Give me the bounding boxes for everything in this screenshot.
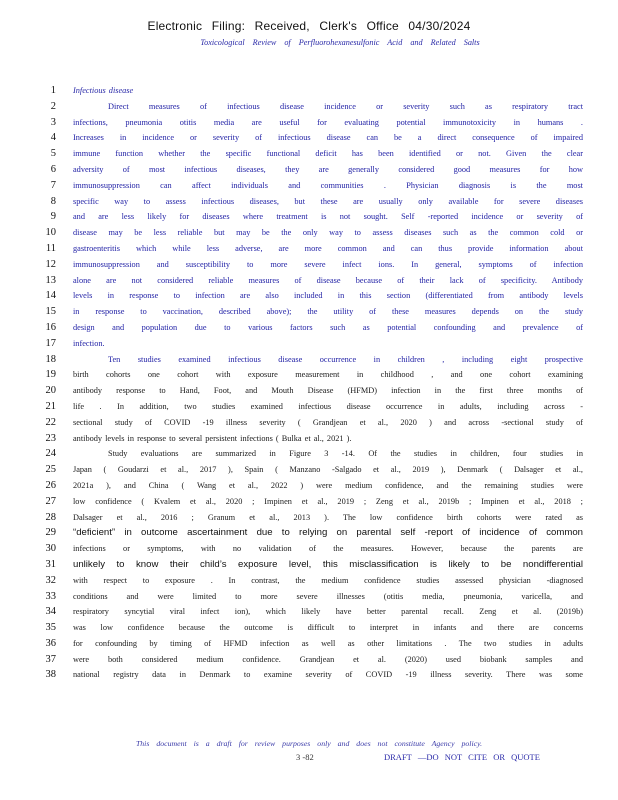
- line-number: 32: [45, 574, 56, 586]
- line-text: disease may be less reliable but may be the only way to assess diseases such as the common cold or: [73, 228, 583, 238]
- line-number: 31: [45, 558, 56, 570]
- line-number: 22: [45, 416, 56, 428]
- line-number: 33: [45, 590, 56, 602]
- line-33: [36, 589, 596, 605]
- line-number: 12: [45, 258, 56, 270]
- line-31: [36, 557, 596, 573]
- line-text: design and population due to various factors such as potential confounding and prevalence of: [73, 322, 583, 332]
- line-number: 27: [45, 495, 56, 507]
- line-number: 11: [45, 242, 56, 254]
- line-number: 25: [45, 464, 56, 476]
- line-text: and are less likely for diseases where treatment is not sought. Self -reported incidence or severity of: [73, 212, 583, 222]
- line-8: [36, 194, 596, 210]
- filing-stamp: Electronic Filing: Received, Clerk's Office 04/30/2024: [147, 19, 471, 33]
- line-text: antibody levels in response to several persistent infections ( Bulka et al., 2021 ).: [73, 433, 352, 443]
- line-number: 20: [45, 385, 56, 397]
- line-text: Ten studies examined infectious disease occurrence in children , including eight prospective: [108, 354, 583, 364]
- line-number: 29: [45, 527, 56, 539]
- line-24: [36, 446, 596, 462]
- line-text: alone are not considered reliable measures of disease because of their lack of specificity. Antibody: [73, 275, 583, 285]
- line-number: 2: [50, 100, 56, 112]
- line-number: 16: [45, 321, 56, 333]
- line-17: [36, 336, 596, 352]
- line-25: [36, 462, 596, 478]
- line-28: [36, 510, 596, 526]
- line-text: immune function whether the specific functional deficit has been identified or not. Given the clear: [73, 149, 583, 159]
- line-19: [36, 367, 596, 383]
- line-text: levels in response to infection are also included in this section (differentiated from antibody levels: [73, 291, 583, 301]
- line-21: [36, 399, 596, 415]
- line-30: [36, 541, 596, 557]
- line-text: was low confidence because the outcome is difficult to interpret in infants and there are concerns: [73, 623, 583, 633]
- line-number: 38: [45, 669, 56, 681]
- line-text: in response to vaccination, described above); the utility of these measures depends on the study: [73, 307, 583, 317]
- line-11: [36, 241, 596, 257]
- draft-disclaimer: This document is a draft for review purposes only and does not constitute Agency policy.: [135, 739, 483, 748]
- line-text: respiratory syncytial viral infect ion), which likely have better parental recall. Zeng et al. (2019b): [73, 607, 583, 617]
- line-text: infections or symptoms, with no validation of the measures. However, because the parents are: [73, 544, 583, 554]
- line-26: [36, 478, 596, 494]
- line-text: “deficient” in outcome ascertainment due to relying on parental self -report of incidence of common: [73, 527, 583, 539]
- line-number: 1: [50, 85, 56, 96]
- line-number: 30: [45, 543, 56, 555]
- line-number: 17: [45, 337, 56, 349]
- line-number: 37: [45, 653, 56, 665]
- line-number: 15: [45, 306, 56, 318]
- line-3: [36, 115, 596, 131]
- line-number: 28: [45, 511, 56, 523]
- line-9: [36, 209, 596, 225]
- line-number: 10: [45, 227, 56, 239]
- line-18: [36, 352, 596, 368]
- line-text: national registry data in Denmark to examine severity of COVID -19 illness severity. There was some: [73, 670, 583, 680]
- line-number: 34: [45, 606, 56, 618]
- document-body: [36, 83, 596, 683]
- line-20: [36, 383, 596, 399]
- line-number: 36: [45, 637, 56, 649]
- line-number: 26: [45, 479, 56, 491]
- line-text: for confounding by timing of HFMD infection as well as other limitations . The two studies in adults: [73, 638, 583, 648]
- line-text: conditions and were limited to more severe illnesses (otitis media, pneumonia, varicella, and: [73, 591, 583, 601]
- line-34: [36, 604, 596, 620]
- section-heading: Infectious disease: [73, 86, 134, 95]
- line-text: antibody response to Hand, Foot, and Mouth Disease (HFMD) infection in the first three months of: [73, 386, 583, 396]
- line-36: [36, 636, 596, 652]
- line-2: [36, 99, 596, 115]
- line-text: infections, pneumonia otitis media are useful for evaluating potential immunotoxicity in humans .: [73, 117, 583, 127]
- line-15: [36, 304, 596, 320]
- line-4: [36, 130, 596, 146]
- line-number: 4: [50, 132, 56, 144]
- line-text: were both considered medium confidence. Grandjean et al. (2020) used biobank samples and: [73, 654, 583, 664]
- line-27: [36, 494, 596, 510]
- line-number: 3: [50, 116, 56, 128]
- line-16: [36, 320, 596, 336]
- line-35: [36, 620, 596, 636]
- line-text: with respect to exposure . In contrast, the medium confidence studies assessed physician -diagnosed: [73, 575, 583, 585]
- line-22: [36, 415, 596, 431]
- line-text: sectional study of COVID -19 illness severity ( Grandjean et al., 2020 ) and across -sectional study of: [73, 417, 583, 427]
- line-number: 9: [50, 211, 56, 223]
- line-text: low confidence ( Kvalem et al., 2020 ; Impinen et al., 2019 ; Zeng et al., 2019b ; Impinen et al., 2018 ;: [73, 496, 583, 506]
- line-29: [36, 525, 596, 541]
- line-text: 2021a ), and China ( Wang et al., 2022 ) were medium confidence, and the remaining studies were: [73, 480, 583, 490]
- line-14: [36, 288, 596, 304]
- line-23: [36, 431, 596, 447]
- line-number: 18: [45, 353, 56, 365]
- line-text: Direct measures of infectious disease incidence or severity such as respiratory tract: [108, 101, 583, 111]
- line-text: adversity of most infectious diseases, they are generally considered good measures for how: [73, 164, 583, 174]
- line-number: 6: [50, 163, 56, 175]
- line-5: [36, 146, 596, 162]
- line-number: 24: [45, 448, 56, 460]
- line-text: life . In addition, two studies examined infectious disease occurrence in adults, including across -: [73, 401, 583, 411]
- line-38: [36, 667, 596, 683]
- running-head: Toxicological Review of Perfluorohexanesulfonic Acid and Related Salts: [200, 38, 480, 47]
- line-37: [36, 652, 596, 668]
- line-text: Japan ( Goudarzi et al., 2017 ), Spain ( Manzano -Salgado et al., 2019 ), Denmark ( Dalsager et al.,: [73, 465, 583, 475]
- line-10: [36, 225, 596, 241]
- line-text: specific way to assess infectious diseases, but these are usually only available for severe diseases: [73, 196, 583, 206]
- line-number: 23: [45, 432, 56, 444]
- line-number: 8: [50, 195, 56, 207]
- line-number: 35: [45, 622, 56, 634]
- line-text: Increases in incidence or severity of infectious disease can be a direct consequence of impaired: [73, 133, 583, 143]
- line-32: [36, 573, 596, 589]
- line-number: 7: [50, 179, 56, 191]
- line-12: [36, 257, 596, 273]
- line-text: Study evaluations are summarized in Figure 3 -14. Of the studies in children, four studies in: [108, 449, 583, 459]
- line-number: 21: [45, 400, 56, 412]
- line-1: [36, 83, 596, 99]
- line-7: [36, 178, 596, 194]
- line-text: birth cohorts one cohort with exposure measurement in childhood , and one cohort examining: [73, 370, 583, 380]
- line-6: [36, 162, 596, 178]
- line-text: infection.: [73, 338, 105, 348]
- line-text: unlikely to know their child’s exposure level, this misclassification is likely to be nondifferential: [73, 558, 583, 570]
- line-number: 5: [50, 148, 56, 160]
- line-text: Dalsager et al., 2016 ; Granum et al., 2013 ). The low confidence birth cohorts were rated as: [73, 512, 583, 522]
- line-number: 13: [45, 274, 56, 286]
- line-number: 19: [45, 369, 56, 381]
- line-text: immunosuppression and susceptibility to more severe infect ions. In general, symptoms of infection: [73, 259, 583, 269]
- page-number: 3 -82: [296, 752, 314, 762]
- line-text: gastroenteritis which while less adverse, are more common and can thus provide information about: [73, 243, 583, 253]
- line-13: [36, 273, 596, 289]
- line-text: immunosuppression can affect individuals and communities . Physician diagnosis is the most: [73, 180, 583, 190]
- draft-notice: DRAFT —DO NOT CITE OR QUOTE: [384, 752, 540, 762]
- line-number: 14: [45, 290, 56, 302]
